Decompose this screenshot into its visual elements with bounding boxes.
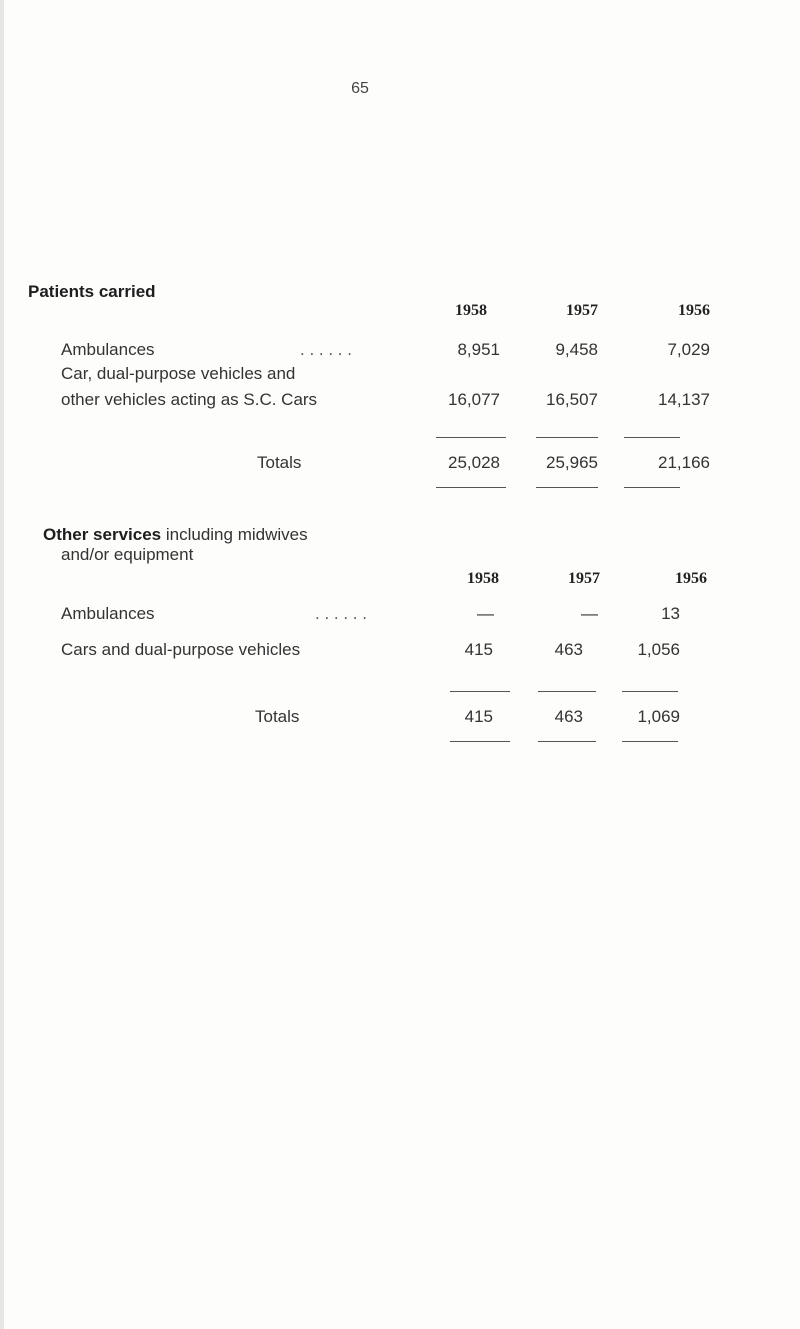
- cell-value: 7,029: [667, 340, 710, 359]
- cell-value: 415: [464, 640, 493, 659]
- rule-line: [622, 741, 678, 742]
- total-value: 1,069: [637, 707, 680, 726]
- cell-value: 8,951: [457, 340, 500, 359]
- totals-label: Totals: [257, 453, 302, 472]
- rule-line: [538, 741, 596, 742]
- cell-value: 16,507: [546, 390, 598, 409]
- section-title-bold: Other services: [43, 525, 162, 544]
- leader-dots: . . . . . .: [300, 340, 352, 359]
- rule-line: [450, 741, 510, 742]
- rule-line: [536, 487, 598, 488]
- page-number: 65: [351, 80, 369, 97]
- rule-line: [538, 691, 596, 692]
- page-edge: [0, 0, 4, 1329]
- rule-line: [450, 691, 510, 692]
- row-label: Ambulances: [61, 604, 155, 623]
- cell-value: 13: [661, 604, 680, 623]
- section-title: Patients carried: [28, 282, 156, 301]
- year-header: 1957: [566, 302, 598, 319]
- section-title: [43, 525, 308, 545]
- cell-value: 16,077: [448, 390, 500, 409]
- row-label: Cars and dual-purpose vehicles: [61, 640, 301, 659]
- rule-line: [436, 487, 506, 488]
- rule-line: [624, 487, 680, 488]
- year-header: 1957: [568, 570, 600, 587]
- cell-value: —: [477, 604, 494, 623]
- cell-value: 463: [554, 640, 583, 659]
- cell-value: —: [581, 604, 598, 623]
- row-label: other vehicles acting as S.C. Cars: [61, 390, 318, 409]
- year-header: 1956: [678, 302, 710, 319]
- total-value: 25,965: [546, 453, 598, 472]
- total-value: 415: [464, 707, 493, 726]
- cell-value: 14,137: [658, 390, 710, 409]
- totals-label: Totals: [255, 707, 300, 726]
- year-header: 1958: [455, 302, 487, 319]
- row-label: Car, dual-purpose vehicles and: [61, 364, 296, 383]
- year-header: 1958: [467, 570, 499, 587]
- total-value: 25,028: [448, 453, 500, 472]
- section-title-line2: and/or equipment: [61, 545, 194, 564]
- row-label: Ambulances: [61, 340, 155, 359]
- rule-line: [622, 691, 678, 692]
- cell-value: 1,056: [637, 640, 680, 659]
- total-value: 21,166: [658, 453, 710, 472]
- section-title-rest: including midwives: [161, 525, 308, 544]
- rule-line: [624, 437, 680, 438]
- cell-value: 9,458: [555, 340, 598, 359]
- rule-line: [536, 437, 598, 438]
- total-value: 463: [554, 707, 583, 726]
- rule-line: [436, 437, 506, 438]
- year-header: 1956: [675, 570, 707, 587]
- leader-dots: . . . . . .: [315, 604, 367, 623]
